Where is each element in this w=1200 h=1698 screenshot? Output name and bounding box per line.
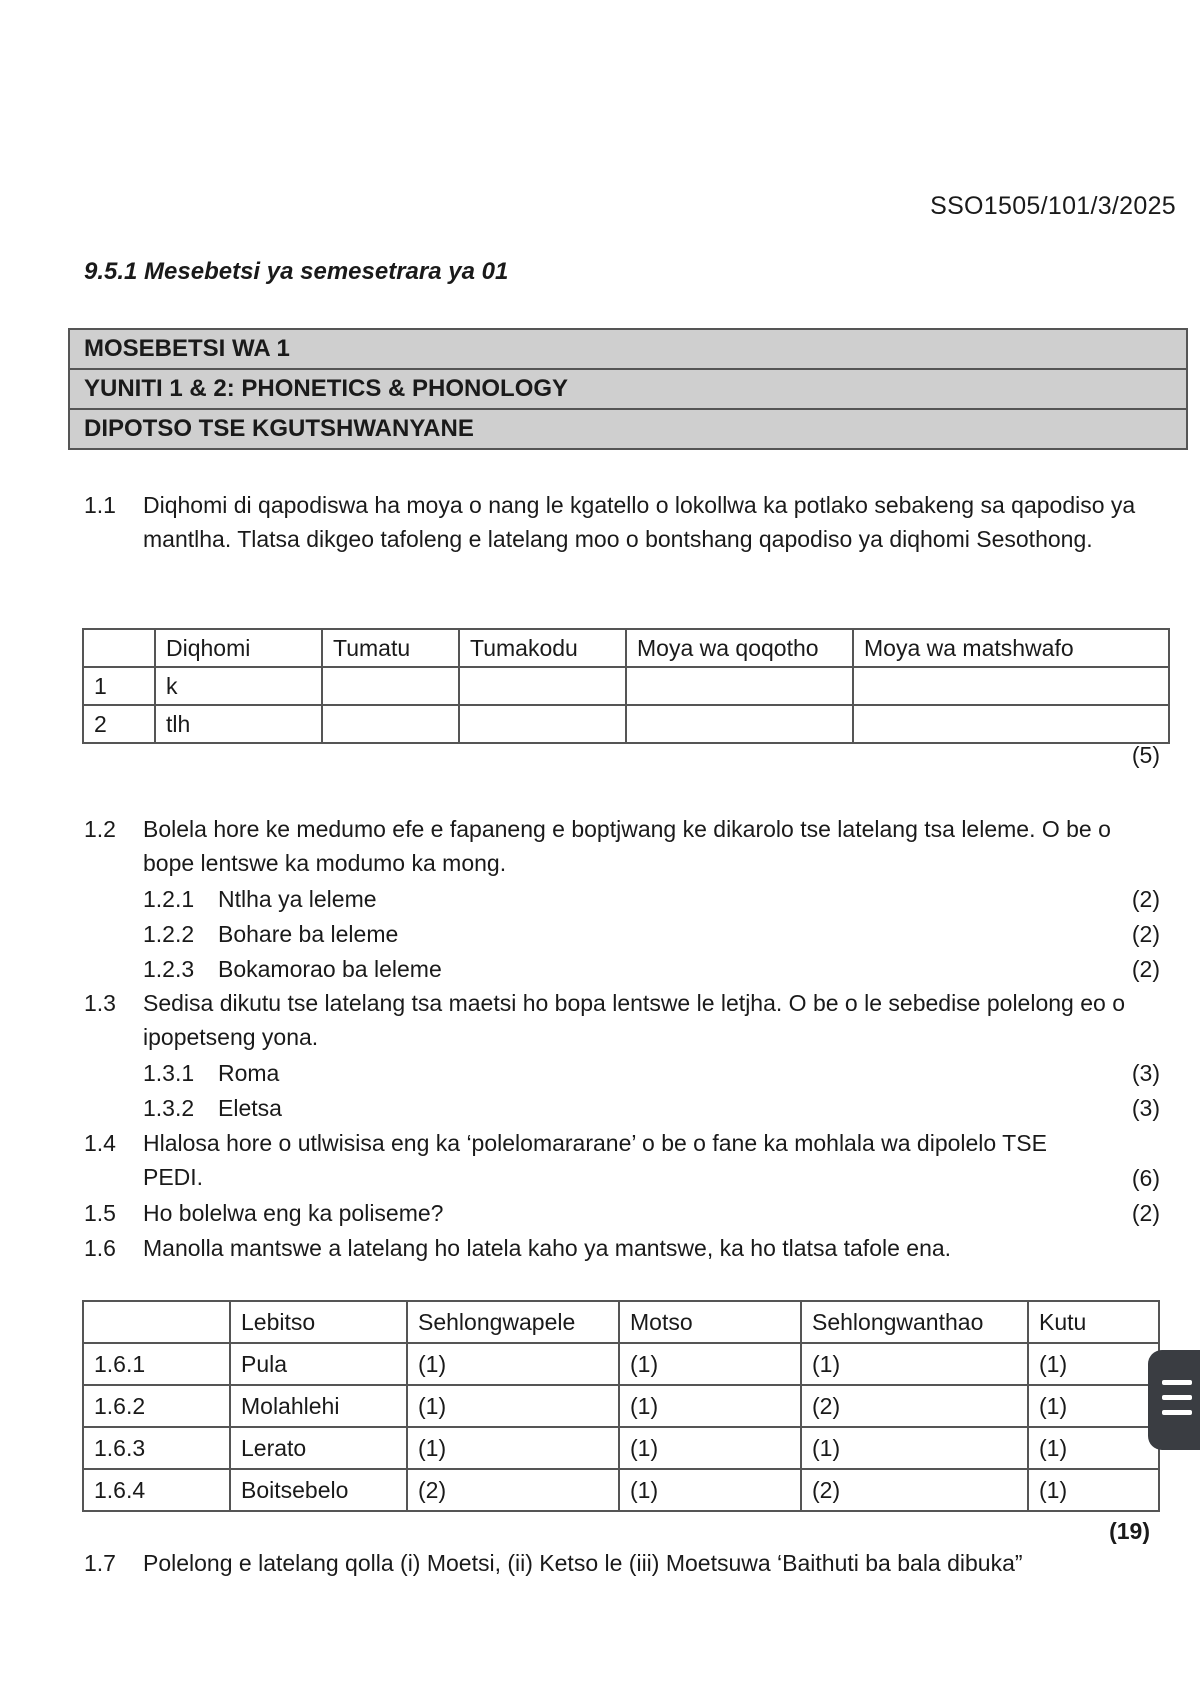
question-mark: (2)	[1131, 886, 1160, 912]
question-mark: (3)	[1131, 1095, 1160, 1121]
question-1-4	[0, 1126, 1200, 1198]
table-header-cell: Motso	[619, 1301, 801, 1343]
table-row	[83, 1427, 1159, 1469]
subquestion-number: 1.2.1	[143, 886, 195, 912]
table-cell	[853, 667, 1169, 705]
table-cell: (1)	[619, 1427, 801, 1469]
table-cell: 1.6.3	[83, 1427, 230, 1469]
subquestion-number: 1.2.3	[143, 956, 195, 982]
table-cell: (1)	[619, 1469, 801, 1511]
table-header-cell: Lebitso	[230, 1301, 407, 1343]
question-number: 1.7	[84, 1550, 116, 1576]
question-mark: (19)	[1109, 1518, 1150, 1544]
table-cell: (1)	[1028, 1385, 1159, 1427]
assignment-header	[68, 328, 1188, 450]
table-cell: (1)	[1028, 1427, 1159, 1469]
table-row	[83, 1385, 1159, 1427]
table-header-cell: Moya wa matshwafo	[853, 629, 1169, 667]
table-row	[83, 705, 1169, 743]
subquestion-number: 1.2.2	[143, 921, 195, 947]
table-cell: (1)	[1028, 1343, 1159, 1385]
question-mark: (3)	[1131, 1060, 1160, 1086]
word-structure-table	[82, 1300, 1160, 1512]
question-text: Bolela hore ke medumo efe e fapaneng e boptjwang ke dikarolo tse latelang tsa leleme. O be o bope lentswe ka modumo ka mong.	[143, 816, 1111, 876]
subquestion-text: Bokamorao ba leleme	[218, 956, 442, 982]
section-title: 9.5.1 Mesebetsi ya semesetrara ya 01	[84, 258, 509, 285]
table-header-cell: Kutu	[1028, 1301, 1159, 1343]
question-mark: (6)	[1131, 1165, 1160, 1191]
question-1-6	[0, 1231, 1200, 1267]
table-cell: (2)	[407, 1469, 619, 1511]
table-header-cell: Sehlongwapele	[407, 1301, 619, 1343]
question-mark: (2)	[1131, 921, 1160, 947]
table-cell	[459, 705, 626, 743]
question-mark: (2)	[1131, 956, 1160, 982]
question-text: Ho bolelwa eng ka poliseme?	[143, 1200, 444, 1226]
subquestion-text: Eletsa	[218, 1095, 282, 1121]
table-cell: Lerato	[230, 1427, 407, 1469]
question-mark: (5)	[1131, 742, 1160, 768]
table-cell: (1)	[407, 1343, 619, 1385]
table-header-row	[83, 1301, 1159, 1343]
question-number: 1.3	[84, 990, 116, 1016]
document-code: SSO1505/101/3/2025	[930, 192, 1176, 220]
table-row	[83, 1469, 1159, 1511]
question-number: 1.6	[84, 1235, 116, 1261]
table-cell: (1)	[801, 1343, 1028, 1385]
table-cell: 1.6.4	[83, 1469, 230, 1511]
table-header-cell: Moya wa qoqotho	[626, 629, 853, 667]
hamburger-menu-icon	[1162, 1395, 1192, 1400]
floating-menu-button[interactable]	[1148, 1350, 1200, 1450]
table-cell	[322, 705, 459, 743]
table-header-cell: Tumakodu	[459, 629, 626, 667]
header-row-assignment: MOSEBETSI WA 1	[70, 330, 1186, 370]
table-cell	[459, 667, 626, 705]
table-row	[83, 1343, 1159, 1385]
table-cell: Pula	[230, 1343, 407, 1385]
question-1-7	[0, 1546, 1200, 1582]
question-number: 1.2	[84, 816, 116, 842]
table-header-cell	[83, 1301, 230, 1343]
table-cell: (1)	[801, 1427, 1028, 1469]
articulation-table	[82, 628, 1170, 744]
table-cell	[853, 705, 1169, 743]
table-cell	[322, 667, 459, 705]
table-cell: tlh	[155, 705, 322, 743]
table-cell: Molahlehi	[230, 1385, 407, 1427]
table-cell: Boitsebelo	[230, 1469, 407, 1511]
table-cell: (1)	[619, 1343, 801, 1385]
subquestion-number: 1.3.1	[143, 1060, 195, 1086]
table-cell: (2)	[801, 1469, 1028, 1511]
table-header-cell: Diqhomi	[155, 629, 322, 667]
table-cell: (1)	[407, 1385, 619, 1427]
question-text: Manolla mantswe a latelang ho latela kaho ya mantswe, ka ho tlatsa tafole ena.	[143, 1235, 952, 1261]
subquestion-text: Roma	[218, 1060, 280, 1086]
table-cell: (1)	[1028, 1469, 1159, 1511]
subquestion-number: 1.3.2	[143, 1095, 195, 1121]
question-text: Diqhomi di qapodiswa ha moya o nang le kgatello o lokollwa ka potlako sebakeng sa qapodiso ya mantlha. Tlatsa dikgeo tafoleng e latelang moo o bontshang qapodiso ya diqhomi Sesothong.	[143, 492, 1136, 552]
question-text: Sedisa dikutu tse latelang tsa maetsi ho bopa lentswe le letjha. O be o le sebedise polelong eo o ipopetseng yona.	[143, 990, 1125, 1050]
question-1-5	[0, 1196, 1200, 1232]
table-cell: (1)	[619, 1385, 801, 1427]
table-header-cell: Tumatu	[322, 629, 459, 667]
question-number: 1.4	[84, 1130, 116, 1156]
question-1-2	[0, 812, 1200, 884]
table-cell	[626, 667, 853, 705]
subquestion-text: Bohare ba leleme	[218, 921, 399, 947]
table-cell: (2)	[801, 1385, 1028, 1427]
table-cell: 2	[83, 705, 155, 743]
question-text: Hlalosa hore o utlwisisa eng ka ‘polelomararane’ o be o fane ka mohlala wa dipolelo TSE PEDI.	[143, 1130, 1047, 1190]
question-1-3	[0, 986, 1200, 1058]
table-cell: 1.6.2	[83, 1385, 230, 1427]
question-text: Polelong e latelang qolla (i) Moetsi, (ii) Ketso le (iii) Moetsuwa ‘Baithuti ba bala dibuka”	[143, 1550, 1023, 1576]
question-number: 1.5	[84, 1200, 116, 1226]
table-header-cell	[83, 629, 155, 667]
subquestion-text: Ntlha ya leleme	[218, 886, 377, 912]
question-number: 1.1	[84, 492, 116, 518]
table-header-row	[83, 629, 1169, 667]
hamburger-menu-icon	[1162, 1380, 1192, 1385]
table-cell: 1.6.1	[83, 1343, 230, 1385]
table-cell: (1)	[407, 1427, 619, 1469]
header-row-units: YUNITI 1 & 2: PHONETICS & PHONOLOGY	[70, 370, 1186, 410]
hamburger-menu-icon	[1162, 1410, 1192, 1415]
question-1-1	[0, 488, 1200, 598]
table-row	[83, 667, 1169, 705]
question-mark: (2)	[1131, 1200, 1160, 1226]
header-row-question-type: DIPOTSO TSE KGUTSHWANYANE	[70, 410, 1186, 448]
table-header-cell: Sehlongwanthao	[801, 1301, 1028, 1343]
table-cell: 1	[83, 667, 155, 705]
table-cell	[626, 705, 853, 743]
table-cell: k	[155, 667, 322, 705]
